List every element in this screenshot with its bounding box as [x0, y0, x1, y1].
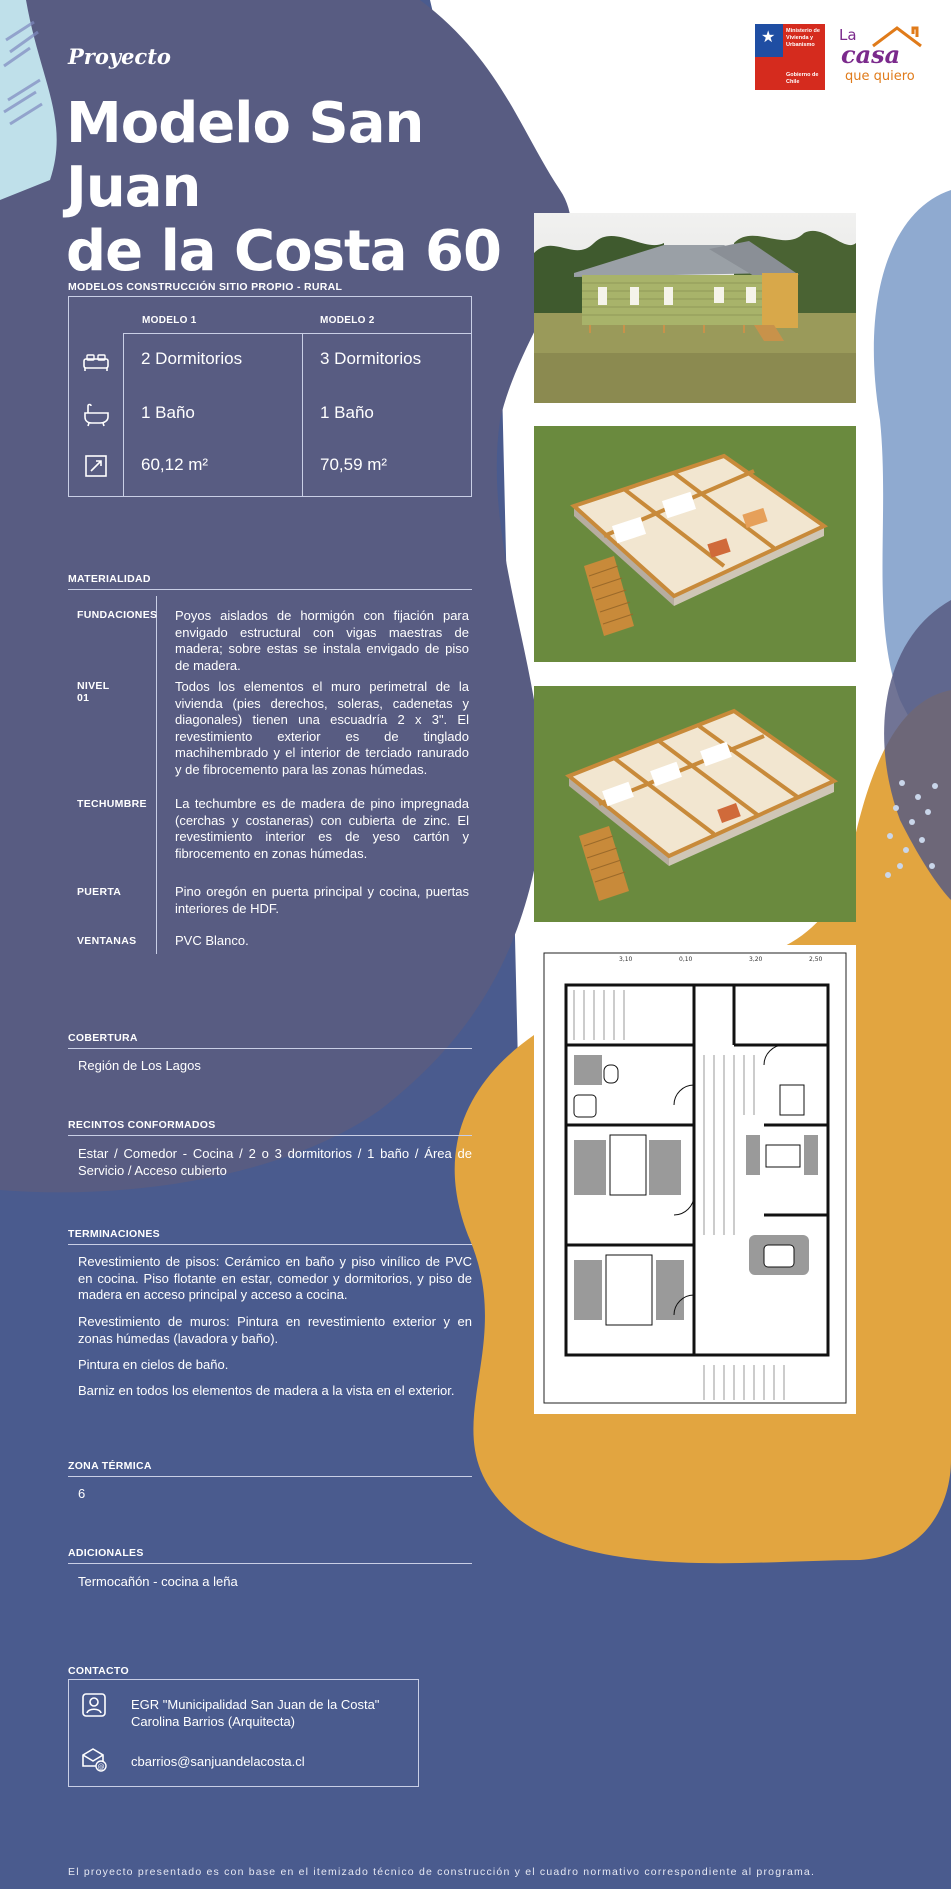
logo-casa: casa	[841, 40, 901, 69]
model-2-bedrooms: 3 Dormitorios	[320, 349, 422, 368]
recintos-section-title: RECINTOS CONFORMADOS	[68, 1119, 472, 1136]
model-2-title: MODELO 2	[320, 315, 375, 326]
title-line-1: Modelo San Juan	[66, 91, 424, 220]
model-1-bedrooms: 2 Dormitorios	[141, 349, 243, 368]
cobertura-section-title: COBERTURA	[68, 1032, 472, 1049]
plan-dim-3: 3,20	[749, 956, 763, 963]
materialidad-section-title: MATERIALIDAD	[68, 573, 472, 590]
zona-termica-text: 6	[78, 1486, 86, 1501]
terminaciones-item-1: Revestimiento de pisos: Cerámico en baño y piso vinílico de PVC en cocina. Piso flotante en estar, comedor y dormitorios, y piso de madera en acceso principal y acceso a cocina.	[78, 1254, 472, 1302]
terminaciones-item-2: Revestimiento de muros: Pintura en revestimiento exterior y en zonas húmedas (lavadora y baño).	[78, 1314, 472, 1346]
plan-dim-2: 0,10	[679, 956, 693, 963]
ventanas-label: VENTANAS	[77, 935, 137, 947]
terminaciones-section-title: TERMINACIONES	[68, 1228, 472, 1245]
nivel-01-label: NIVEL 01	[77, 680, 110, 704]
models-section-title: MODELOS CONSTRUCCIÓN SITIO PROPIO - RURAL	[68, 281, 343, 293]
minvu-logo-line-3: Urbanismo	[786, 42, 815, 48]
area-icon	[81, 453, 111, 479]
plan-dim-4: 2,50	[809, 956, 823, 963]
floor-plan-2d-image	[534, 945, 856, 1414]
floor-plan-3d-model-1-image	[534, 426, 856, 662]
model-2-area: 70,59 m²	[320, 455, 388, 474]
title-line-2: de la Costa 60	[66, 219, 501, 284]
bed-icon	[81, 349, 111, 375]
svg-text:@: @	[97, 1763, 105, 1771]
minvu-logo: ★ Ministerio de Vivienda y Urbanismo Gobierno de Chile	[755, 24, 825, 90]
contact-org: EGR "Municipalidad San Juan de la Costa"	[131, 1697, 380, 1712]
logos	[755, 24, 925, 90]
minvu-logo-line-1: Ministerio de	[786, 28, 820, 34]
contact-person: Carolina Barrios (Arquitecta)	[131, 1714, 296, 1729]
cobertura-text: Región de Los Lagos	[78, 1058, 201, 1073]
logo-que-quiero: que quiero	[845, 69, 915, 84]
page-title	[66, 92, 536, 284]
fundaciones-text: Poyos aislados de hormigón con fijación para envigado estructural con vigas maestras de madera; sobre estas se instala envigado de piso de madera.	[175, 608, 469, 673]
minvu-logo-line-2: Vivienda y	[786, 35, 814, 41]
minvu-logo-line-4: Gobierno de Chile	[786, 72, 819, 85]
model-1-title: MODELO 1	[142, 315, 197, 326]
la-casa-que-quiero-logo	[839, 24, 925, 90]
puerta-label: PUERTA	[77, 886, 122, 898]
logo-la: La	[839, 26, 857, 44]
footer-note: El proyecto presentado es con base en el itemizado técnico de construcción y el cuadro normativo correspondiente al programa.	[68, 1866, 816, 1878]
model-1-area: 60,12 m²	[141, 455, 209, 474]
techumbre-text: La techumbre es de madera de pino impregnada (cerchas y costaneras) con cubierta de zinc. El revestimiento interior es de yeso cartón y fibrocemento en zonas húmedas.	[175, 796, 469, 861]
terminaciones-item-4: Barniz en todos los elementos de madera a la vista en el exterior.	[78, 1383, 455, 1398]
materialidad-divider	[156, 596, 157, 954]
kicker-label: Proyecto	[68, 44, 171, 69]
plan-dim-1: 3,10	[619, 956, 633, 963]
techumbre-label: TECHUMBRE	[77, 798, 147, 810]
house-exterior-image	[534, 213, 856, 403]
fundaciones-label: FUNDACIONES	[77, 609, 158, 621]
contact-email-link[interactable]: cbarrios@sanjuandelacosta.cl	[131, 1754, 305, 1769]
contact-box	[68, 1679, 419, 1787]
bathtub-icon	[81, 401, 111, 427]
recintos-text: Estar / Comedor - Cocina / 2 o 3 dormitorios / 1 baño / Área de Servicio / Acceso cubierto	[78, 1146, 472, 1178]
ventanas-text: PVC Blanco.	[175, 933, 249, 948]
nivel-01-text: Todos los elementos el muro perimetral de la vivienda (pies derechos, soleras, cadenetas y diagonales) tienen una escuadría 2 x 3". El revestimiento exterior es de tinglado machihembrado y el interior de terciado ranurado y de fibrocemento para las zonas húmedas.	[175, 679, 469, 777]
puerta-text: Pino oregón en puerta principal y cocina, puertas interiores de HDF.	[175, 884, 469, 916]
terminaciones-item-3: Pintura en cielos de baño.	[78, 1357, 229, 1372]
adicionales-section-title: ADICIONALES	[68, 1547, 472, 1564]
model-1-bathrooms: 1 Baño	[141, 403, 195, 422]
models-table	[68, 296, 472, 497]
person-icon	[81, 1692, 107, 1718]
floor-plan-3d-model-2-image	[534, 686, 856, 922]
zona-termica-section-title: ZONA TÉRMICA	[68, 1460, 472, 1477]
model-2-bathrooms: 1 Baño	[320, 403, 374, 422]
email-icon	[81, 1746, 107, 1772]
contacto-section-title: CONTACTO	[68, 1665, 129, 1677]
adicionales-text: Termocañón - cocina a leña	[78, 1574, 238, 1589]
